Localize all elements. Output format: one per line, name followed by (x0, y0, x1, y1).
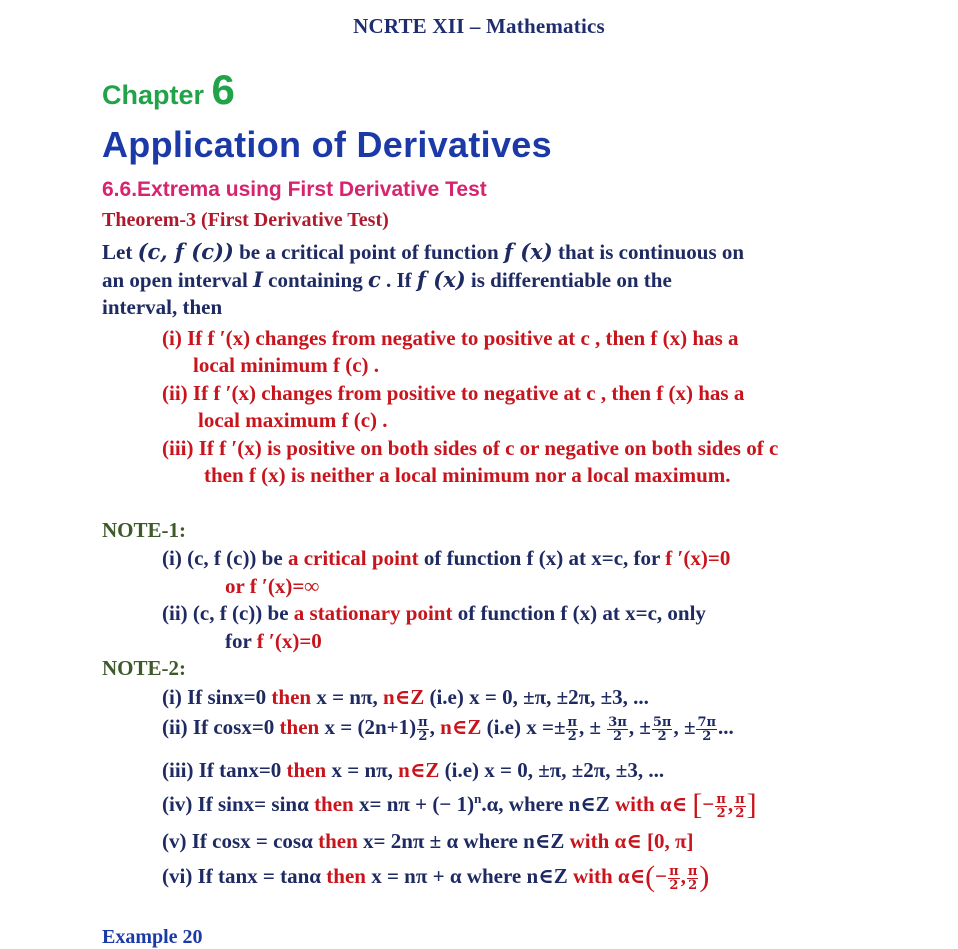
text: (iv) If (162, 792, 218, 816)
text: .α, where n∈Z (481, 792, 615, 816)
numerator: π (669, 863, 679, 879)
text: (i.e) x = 0, ±π, ±2π, ±3, ... (439, 758, 665, 782)
text: x = nπ + α where n∈Z (371, 864, 573, 888)
chapter-number: 6 (211, 66, 235, 113)
intro-line-1 (102, 239, 744, 265)
highlight: then (266, 685, 317, 709)
highlight: with α∈ [0, π] (569, 829, 694, 853)
intro-line-3: interval, then (102, 295, 223, 319)
text: , ± (673, 715, 696, 739)
denominator: 2 (567, 728, 577, 744)
highlight: with α∈ (572, 864, 646, 888)
note-1-item-1-cont: or f ′(x)=∞ (225, 574, 320, 598)
highlight: f ′(x)=0 (665, 546, 731, 570)
intro-line-2 (102, 267, 672, 293)
denominator: 2 (613, 728, 623, 744)
minus-sign: − (655, 864, 668, 888)
numerator: 3π (608, 714, 627, 730)
text: containing (262, 268, 368, 292)
fraction-5pi-2 (652, 716, 673, 743)
chapter-title: Application of Derivatives (102, 124, 552, 165)
text: (v) If (162, 829, 213, 853)
fraction-7pi-2 (696, 716, 717, 743)
theorem-item-2-line-2: local maximum f (c) . (198, 408, 388, 432)
note-2-item-3 (162, 757, 664, 783)
note-1-item-2-cont (225, 629, 322, 654)
math-expr: I (253, 267, 263, 292)
highlight: a stationary point (293, 601, 453, 625)
chapter-label (102, 66, 235, 114)
text: of function f (x) at x=c, only (452, 601, 706, 625)
text: is differentiable on the (465, 268, 672, 292)
note-1-heading: NOTE-1: (102, 518, 186, 542)
text: tanx=0 (219, 758, 282, 782)
text: cosx=0 (213, 715, 275, 739)
math-expr: (c, f (c)) (137, 239, 234, 264)
highlight: then (281, 758, 332, 782)
numerator: π (735, 791, 745, 807)
text: an open interval (102, 268, 254, 292)
note-2-item-4 (162, 788, 757, 822)
text: that is continuous on (552, 240, 745, 264)
highlight: with α∈ (614, 792, 693, 816)
theorem-heading: Theorem-3 (First Derivative Test) (102, 209, 389, 231)
denominator: 2 (735, 805, 745, 821)
text: , (429, 715, 441, 739)
next-heading-cut-off: Example 20 (102, 926, 203, 948)
interval: [− $\frac{\pi}{2}$ , $\frac{\pi}{2}$ ] (692, 788, 757, 821)
theorem-item-3-line-1: (iii) If f ′(x) is positive on both sides of c or negative on both sides of c (162, 436, 779, 460)
highlight: then (312, 829, 364, 853)
minus-sign: − (702, 792, 715, 816)
highlight: n∈Z (398, 758, 440, 782)
highlight: f ′(x)=0 (256, 629, 322, 653)
text: (vi) If (162, 864, 218, 888)
text: Let (102, 240, 138, 264)
text: x = nπ, (331, 758, 399, 782)
numerator: π (567, 714, 577, 730)
text: tanx = tanα (218, 864, 322, 888)
fraction-pi-2 (668, 865, 680, 892)
numerator: π (418, 714, 428, 730)
numerator: 7π (697, 714, 717, 730)
theorem-item-1-line-1: (i) If f ′(x) changes from negative to positive at c , then f (x) has a (162, 326, 739, 350)
math-expr: f (x) (416, 267, 466, 292)
text: of function f (x) at x=c, for (418, 546, 666, 570)
math-expr: f (x) (503, 239, 553, 264)
text: (ii) If (162, 715, 214, 739)
fraction-pi-2 (566, 716, 578, 743)
highlight: n∈Z (383, 685, 425, 709)
text: sinx= sinα (218, 792, 309, 816)
highlight: n∈Z (440, 715, 482, 739)
text: sinx=0 (207, 685, 267, 709)
theorem-item-3-line-2: then f (x) is neither a local minimum nor a local maximum. (204, 463, 731, 487)
theorem-item-2-line-1: (ii) If f ′(x) changes from positive to negative at c , then f (x) has a (162, 381, 745, 405)
text: (i.e) x =± (481, 715, 566, 739)
text: ... (718, 715, 734, 739)
text: for (225, 629, 257, 653)
note-1-item-2 (162, 601, 706, 626)
denominator: 2 (688, 877, 698, 893)
text: (ii) (c, f (c)) be (162, 601, 294, 625)
text: (i) If (162, 685, 208, 709)
text: x = nπ, (316, 685, 383, 709)
text: , ± (628, 715, 651, 739)
text: x= nπ + (− 1) (359, 792, 475, 816)
note-2-item-5 (162, 828, 694, 854)
note-2-item-2 (162, 714, 734, 743)
theorem-item-1-line-2: local minimum f (c) . (193, 353, 380, 377)
text: x= 2nπ ± α where n∈Z (363, 829, 570, 853)
text: (i.e) x = 0, ±π, ±2π, ±3, ... (424, 685, 649, 709)
highlight: then (321, 864, 372, 888)
text: x = (2n+1) (324, 715, 417, 739)
text: be a critical point of function (233, 240, 504, 264)
text: cosx = cosα (212, 829, 313, 853)
fraction-3pi-2 (607, 716, 628, 743)
highlight: then (308, 792, 359, 816)
denominator: 2 (657, 728, 667, 744)
section-heading: 6.6.Extrema using First Derivative Test (102, 178, 487, 201)
note-2-item-6 (162, 860, 709, 894)
numerator: π (716, 791, 726, 807)
math-expr: c (367, 267, 381, 292)
text: (i) (c, f (c)) be (162, 546, 288, 570)
superscript: n (474, 791, 482, 806)
numerator: π (687, 863, 698, 879)
fraction-pi-2 (687, 865, 699, 892)
fraction-pi-2 (417, 716, 429, 743)
chapter-word: Chapter (102, 80, 205, 110)
denominator: 2 (418, 728, 428, 744)
interval: (− $\frac{\pi}{2}$ , $\frac{\pi}{2}$ ) (645, 860, 710, 893)
note-1-item-1 (162, 546, 730, 571)
note-2-heading: NOTE-2: (102, 656, 186, 680)
highlight: a critical point (287, 546, 419, 570)
numerator: 5π (652, 714, 672, 730)
text: (iii) If (162, 758, 220, 782)
denominator: 2 (702, 728, 712, 744)
denominator: 2 (669, 877, 679, 893)
denominator: 2 (716, 805, 726, 821)
highlight: then (274, 715, 325, 739)
fraction-pi-2 (715, 793, 727, 820)
fraction-pi-2 (734, 793, 746, 820)
text: , ± (579, 715, 607, 739)
text: . If (380, 268, 417, 292)
page-header: NCRTE XII – Mathematics (353, 14, 605, 38)
note-2-item-1 (162, 684, 649, 710)
